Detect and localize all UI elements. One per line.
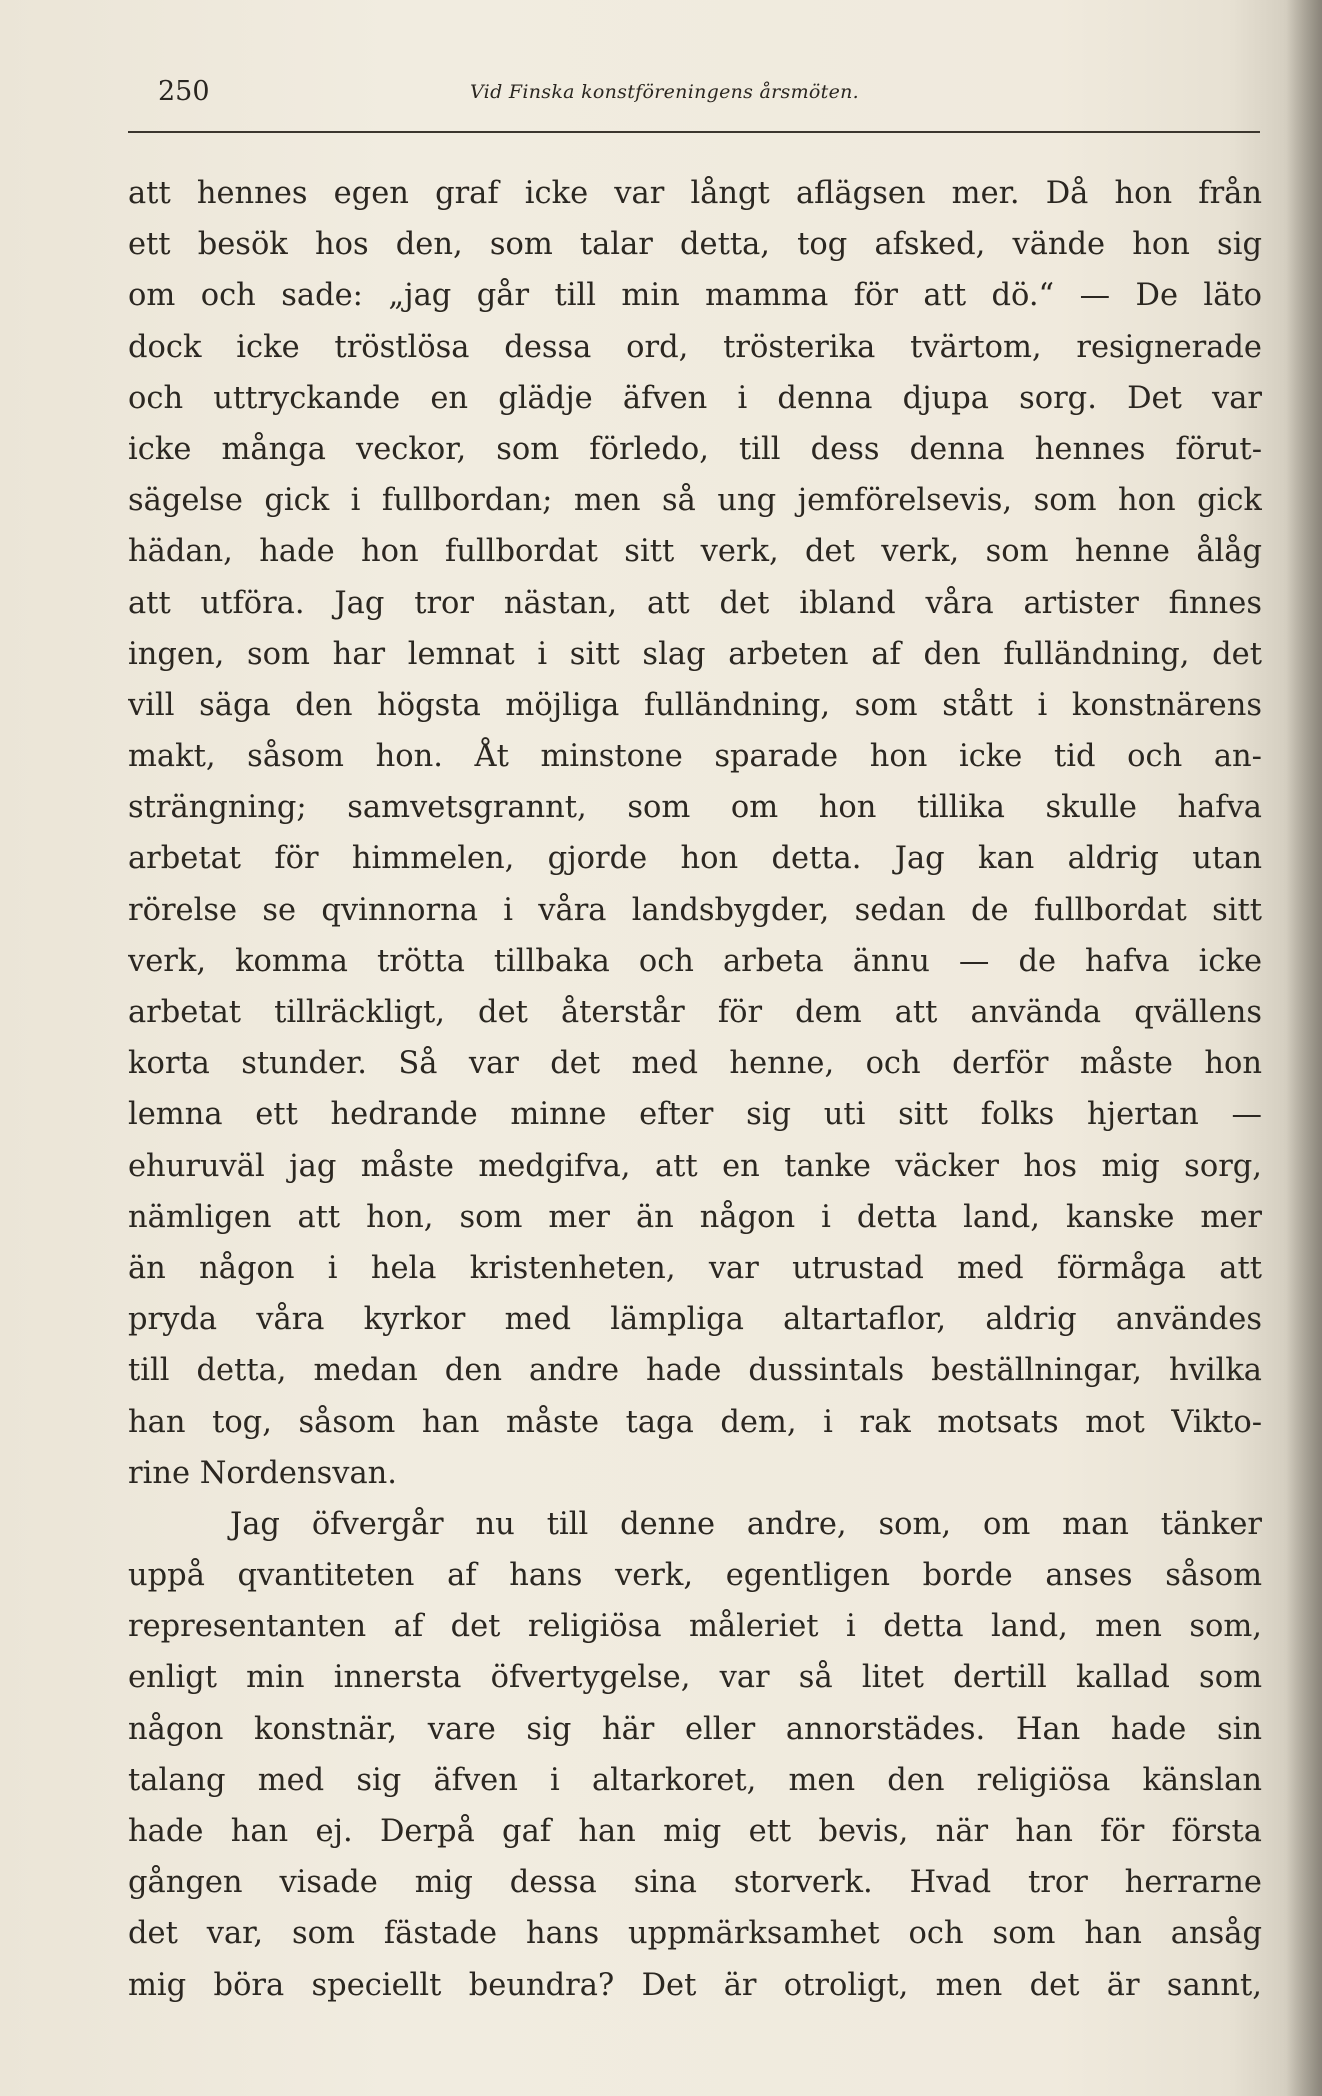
text-line: hade han ej. Derpå gaf han mig ett bevis, när han för första [128,1814,1262,1849]
text-line: strängning; samvetsgrannt, som om hon tillika skulle hafva [128,790,1262,826]
text-line: gången visade mig dessa sina storverk. Hvad tror herrarne [128,1865,1262,1901]
text-line: ehuruväl jag måste medgifva, att en tanke väcker hos mig sorg, [128,1148,1262,1184]
text-line: dock icke tröstlösa dessa ord, trösterika tvärtom, resignerade [128,329,1262,365]
page-header [128,72,1258,112]
text-line: att hennes egen graf icke var långt aflägsen mer. Då hon från [128,176,1262,211]
text-line: talang med sig äfven i altarkoret, men den religiösa känslan [128,1762,1262,1798]
running-title: Vid Finska konstföreningens årsmöten. [470,81,860,103]
text-line: korta stunder. Så var det med henne, och derför måste hon [128,1046,1262,1082]
page-edge-shadow [1286,0,1322,2096]
text-line: om och sade: „jag går till min mamma för att dö.“ — De läto [128,278,1262,314]
text-line: uppå qvantiteten af hans verk, egentligen borde anses såsom [128,1558,1262,1594]
text-line: och uttryckande en glädje äfven i denna djupa sorg. Det var [128,380,1262,416]
body-text [128,168,1262,2011]
text-line: makt, såsom hon. Åt minstone sparade hon icke tid och an- [128,739,1262,775]
text-line: enligt min innersta öfvertygelse, var så litet dertill kallad som [128,1660,1262,1696]
text-line: rörelse se qvinnorna i våra landsbygder, sedan de fullbordat sitt [128,892,1262,928]
text-line: vill säga den högsta möjliga fulländning, som stått i konstnärens [128,687,1262,723]
text-line: någon konstnär, vare sig här eller annorstädes. Han hade sin [128,1711,1262,1747]
text-line: arbetat för himmelen, gjorde hon detta. Jag kan aldrig utan [128,841,1262,877]
text-line: representanten af det religiösa måleriet i detta land, men som, [128,1609,1262,1645]
text-line: till detta, medan den andre hade dussintals beställningar, hvilka [128,1353,1262,1389]
paragraph-start-line: Jag öfvergår nu till denne andre, som, om man tänker [230,1506,1262,1542]
text-line: verk, komma trötta tillbaka och arbeta ännu — de hafva icke [128,943,1262,979]
page-number: 250 [158,76,210,107]
text-line: sägelse gick i fullbordan; men så ung jemförelsevis, som hon gick [128,483,1262,519]
text-line: hädan, hade hon fullbordat sitt verk, det verk, som henne ålåg [128,534,1262,570]
header-rule [128,131,1260,133]
text-line: icke många veckor, som förledo, till dess denna hennes förut- [128,431,1262,467]
text-line: pryda våra kyrkor med lämpliga altartaflor, aldrig användes [128,1302,1262,1338]
text-line: arbetat tillräckligt, det återstår för dem att använda qvällens [128,995,1262,1030]
paragraph-end-line: rine Nordensvan. [128,1455,397,1491]
text-line: mig böra speciellt beundra? Det är otroligt, men det är sannt, [128,1967,1262,2003]
text-line: att utföra. Jag tror nästan, att det ibland våra artister finnes [128,585,1262,621]
text-line: ett besök hos den, som talar detta, tog afsked, vände hon sig [128,227,1262,263]
text-line: lemna ett hedrande minne efter sig uti sitt folks hjertan — [128,1097,1262,1133]
text-line: än någon i hela kristenheten, var utrustad med förmåga att [128,1250,1262,1286]
text-line: det var, som fästade hans uppmärksamhet och som han ansåg [128,1916,1262,1952]
text-line: han tog, såsom han måste taga dem, i rak motsats mot Vikto- [128,1404,1262,1440]
text-line: nämligen att hon, som mer än någon i detta land, kanske mer [128,1199,1262,1235]
text-line: ingen, som har lemnat i sitt slag arbeten af den fulländning, det [128,636,1262,672]
